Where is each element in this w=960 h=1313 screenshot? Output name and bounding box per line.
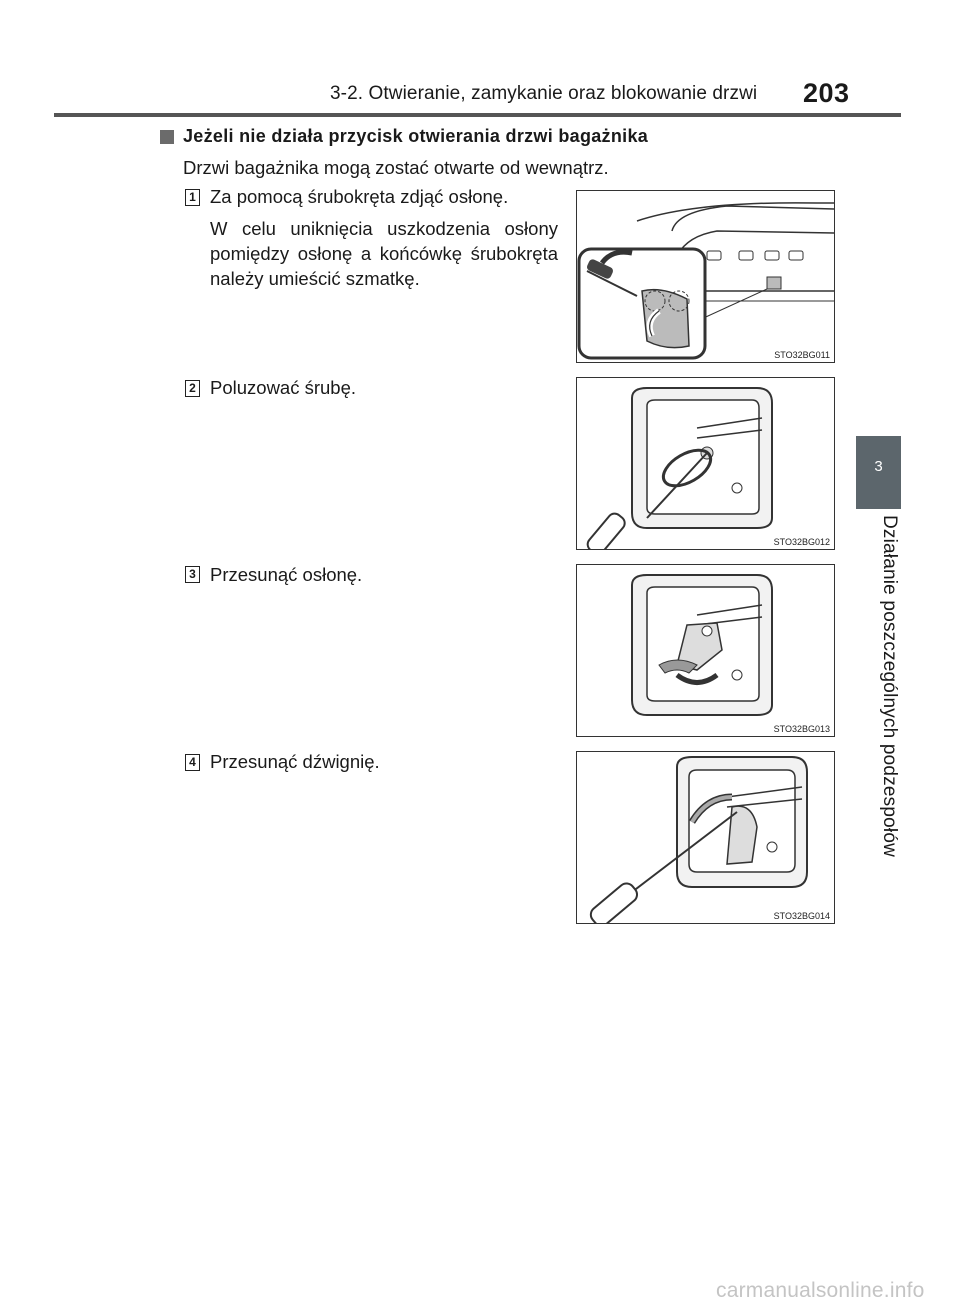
figure-code: STO32BG014: [773, 911, 830, 921]
figure-code: STO32BG013: [773, 724, 830, 734]
slide-cover-illustration: [577, 565, 834, 736]
header-divider: [54, 113, 901, 117]
figure-code: STO32BG012: [773, 537, 830, 547]
figure-remove-cover: [576, 190, 835, 363]
chapter-number: 3: [874, 458, 883, 475]
step-note-1: W celu uniknięcia uszkodzenia osłony pomiędzy osłonę a końcówkę śrubokręta należy umieścić szmatkę.: [210, 218, 558, 289]
chapter-label: Działanie poszczególnych podzespołów: [879, 515, 900, 858]
step-number-4: 4: [185, 754, 200, 771]
step-text-4: Przesunąć dźwignię.: [210, 751, 380, 772]
section-intro: Drzwi bagażnika mogą zostać otwarte od wewnątrz.: [183, 157, 609, 178]
step-text-1: Za pomocą śrubokręta zdjąć osłonę.: [210, 186, 509, 207]
section-title: Jeżeli nie działa przycisk otwierania drzwi bagażnika: [183, 126, 649, 146]
trunk-cover-illustration: [577, 191, 834, 362]
loosen-screw-illustration: [577, 378, 834, 549]
step-text-2: Poluzować śrubę.: [210, 377, 357, 398]
figure-slide-cover: [576, 564, 835, 737]
figure-code: STO32BG011: [774, 350, 830, 360]
step-number-2: 2: [185, 380, 200, 397]
running-header-title: 3-2. Otwieranie, zamykanie oraz blokowanie drzwi: [330, 83, 758, 104]
move-lever-illustration: [577, 752, 834, 923]
watermark: carmanualsonline.info: [716, 1279, 925, 1302]
figure-loosen-screw: [576, 377, 835, 550]
section-bullet-icon: [160, 130, 174, 144]
figure-move-lever: [576, 751, 835, 924]
step-text-3: Przesunąć osłonę.: [210, 564, 363, 585]
chapter-tab: [856, 436, 901, 509]
step-number-3: 3: [185, 566, 200, 583]
step-number-1: 1: [185, 189, 200, 206]
page-number: 203: [803, 78, 850, 108]
